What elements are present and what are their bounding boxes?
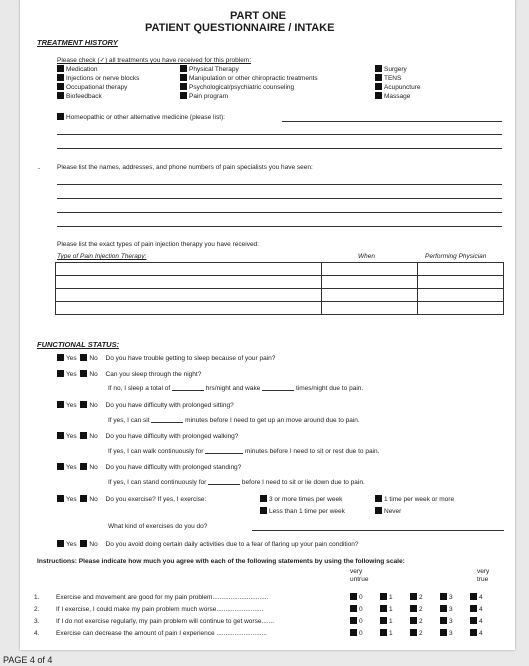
checkbox[interactable]	[375, 495, 382, 502]
checkbox[interactable]	[375, 74, 382, 81]
checkbox-item[interactable]: TENS	[375, 74, 421, 83]
question-row: Yes No Do you have difficulty with prolonged walking?	[57, 432, 238, 441]
checkbox-item[interactable]: Medication	[57, 65, 139, 74]
rating-option[interactable]: 3	[440, 617, 470, 626]
table-cell[interactable]	[418, 289, 504, 302]
rating-option[interactable]: 2	[410, 593, 440, 602]
write-line[interactable]	[57, 184, 502, 185]
checkbox[interactable]	[440, 605, 447, 612]
rating-option[interactable]: 2	[410, 629, 440, 638]
write-line[interactable]	[57, 134, 502, 135]
exercise-kind-line[interactable]	[252, 530, 504, 531]
scale-statement: 2. If I exercise, I could make my pain problem much worse..........................	[34, 606, 264, 613]
write-line[interactable]	[57, 148, 502, 149]
rating-option[interactable]: 0	[350, 605, 380, 614]
checkbox[interactable]	[260, 507, 267, 514]
injection-col-type: Type of Pain Injection Therapy:	[57, 253, 147, 260]
checkbox[interactable]	[380, 617, 387, 624]
question-row: Yes No Do you have difficulty with prolonged standing?	[57, 463, 241, 472]
checkbox[interactable]	[57, 113, 64, 120]
no-checkbox[interactable]	[80, 370, 87, 377]
checkbox-item[interactable]: Surgery	[375, 65, 421, 74]
sit-minutes-blank[interactable]	[151, 422, 183, 423]
rating-options	[350, 593, 490, 602]
rating-option[interactable]: 3	[440, 629, 470, 638]
no-checkbox[interactable]	[80, 354, 87, 361]
table-row	[56, 302, 504, 315]
checkbox-item[interactable]: Acupuncture	[375, 83, 421, 92]
functional-status-heading: FUNCTIONAL STATUS:	[37, 340, 120, 349]
rating-option[interactable]: 4	[470, 617, 490, 626]
treatment-column-3	[375, 65, 421, 101]
scale-statement: 1. Exercise and movement are good for my pain problem...............................	[34, 594, 269, 601]
sub-question: If yes, I can sit minutes before I need to get up an move around due to pain.	[108, 417, 360, 424]
scale-statement: 4. Exercise can decrease the amount of pain I experience ............................	[34, 630, 267, 637]
checkbox-item[interactable]: Manipulation or other chiropractic treatments	[180, 74, 318, 83]
page-number: PAGE 4 of 4	[3, 655, 53, 665]
checkbox[interactable]	[180, 65, 187, 72]
yes-checkbox[interactable]	[57, 540, 64, 547]
injection-table	[55, 262, 504, 315]
rating-option[interactable]: 2	[410, 617, 440, 626]
page-title: PATIENT QUESTIONNAIRE / INTAKE	[145, 22, 335, 34]
table-cell[interactable]	[418, 263, 504, 276]
checkbox[interactable]	[180, 74, 187, 81]
table-cell[interactable]	[322, 302, 418, 315]
rating-option[interactable]: 1	[380, 617, 410, 626]
exercise-option[interactable]: Less than 1 time per week	[260, 507, 345, 516]
checkbox[interactable]	[470, 605, 477, 612]
question-row: Yes No Do you have difficulty with prolonged sitting?	[57, 401, 234, 410]
checkbox[interactable]	[57, 65, 64, 72]
rating-options	[350, 605, 490, 614]
yes-checkbox[interactable]	[57, 370, 64, 377]
exercise-kind-prompt: What kind of exercises do you do?	[108, 523, 208, 530]
question-row: Yes No Do you have trouble getting to sleep because of your pain?	[57, 354, 275, 363]
checkbox[interactable]	[180, 83, 187, 90]
exercise-option[interactable]: 3 or more times per week	[260, 495, 342, 504]
rating-option[interactable]: 3	[440, 593, 470, 602]
checkbox[interactable]	[410, 593, 417, 600]
checkbox[interactable]	[440, 617, 447, 624]
rating-option[interactable]: 4	[470, 605, 490, 614]
stand-blank[interactable]	[208, 484, 240, 485]
checkbox[interactable]	[470, 629, 477, 636]
table-row	[56, 289, 504, 302]
checkbox[interactable]	[410, 617, 417, 624]
checkbox[interactable]	[350, 617, 357, 624]
rating-option[interactable]: 0	[350, 629, 380, 638]
specialists-prompt: Please list the names, addresses, and phone numbers of pain specialists you have seen:	[57, 164, 313, 171]
rating-option[interactable]: 1	[380, 593, 410, 602]
table-row	[56, 276, 504, 289]
checkbox[interactable]	[350, 593, 357, 600]
checkbox-item[interactable]: Physical Therapy	[180, 65, 318, 74]
no-checkbox[interactable]	[80, 463, 87, 470]
sub-question: If yes, I can walk continuously for minutes before I need to sit or rest due to pain.	[108, 448, 380, 455]
rating-option[interactable]: 1	[380, 629, 410, 638]
checkbox[interactable]	[375, 92, 382, 99]
table-cell[interactable]	[322, 289, 418, 302]
table-cell[interactable]	[418, 276, 504, 289]
write-line[interactable]	[57, 226, 502, 227]
treatment-history-heading: TREATMENT HISTORY	[37, 38, 118, 47]
table-cell[interactable]	[322, 263, 418, 276]
checkbox[interactable]	[440, 629, 447, 636]
no-checkbox[interactable]	[80, 540, 87, 547]
checkbox-item[interactable]: Massage	[375, 92, 421, 101]
checkbox-item[interactable]: Biofeedback	[57, 92, 139, 101]
checkbox[interactable]	[410, 605, 417, 612]
checkbox[interactable]	[260, 495, 267, 502]
no-checkbox[interactable]	[80, 432, 87, 439]
treatment-instruction: Please check (✓) all treatments you have received for this problem:	[57, 57, 252, 64]
checkbox-item[interactable]: Psychological/psychiatric counseling	[180, 83, 318, 92]
very-true-label: very true	[477, 568, 490, 583]
table-row	[56, 263, 504, 276]
rating-options	[350, 629, 490, 638]
checkbox[interactable]	[350, 605, 357, 612]
treatment-column-2	[180, 65, 318, 101]
question-row: Yes No Do you exercise? If yes, I exercise:	[57, 495, 206, 504]
yes-checkbox[interactable]	[57, 432, 64, 439]
table-cell[interactable]	[56, 302, 322, 315]
scale-statement: 3. If I do not exercise regularly, my pain problem will continue to get worse.......	[34, 618, 275, 625]
treatment-column-1	[57, 65, 139, 101]
sub-question: If no, I sleep a total of hrs/night and wake times/night due to pain.	[108, 385, 364, 392]
exercise-option[interactable]: 1 time per week or more	[375, 495, 454, 504]
rating-option[interactable]: 3	[440, 605, 470, 614]
checkbox[interactable]	[375, 83, 382, 90]
checkbox[interactable]	[180, 92, 187, 99]
checkbox[interactable]	[470, 593, 477, 600]
checkbox-item[interactable]: Occupational therapy	[57, 83, 139, 92]
injection-col-when: When	[358, 253, 375, 260]
question-row: Yes No Do you avoid doing certain daily activities due to a fear of flaring up your pain condition?	[57, 540, 358, 549]
table-cell[interactable]	[56, 289, 322, 302]
checkbox[interactable]	[440, 593, 447, 600]
checkbox-item[interactable]: Injections or nerve blocks	[57, 74, 139, 83]
checkbox[interactable]	[57, 74, 64, 81]
page-title-part: PART ONE	[230, 10, 287, 22]
checkbox[interactable]	[380, 629, 387, 636]
rating-option[interactable]: 2	[410, 605, 440, 614]
checkbox[interactable]	[375, 65, 382, 72]
write-line[interactable]	[57, 212, 502, 213]
table-cell[interactable]	[56, 276, 322, 289]
table-cell[interactable]	[56, 263, 322, 276]
walk-minutes-blank[interactable]	[205, 453, 243, 454]
yes-checkbox[interactable]	[57, 401, 64, 408]
rating-option[interactable]: 4	[470, 629, 490, 638]
document-page	[20, 0, 515, 650]
sub-question: If yes, I can stand continuously for before I need to sit or lie down due to pain.	[108, 479, 365, 486]
rating-option[interactable]: 4	[470, 593, 490, 602]
hours-blank[interactable]	[172, 390, 204, 391]
checkbox[interactable]	[57, 83, 64, 90]
rating-options	[350, 617, 490, 626]
yes-checkbox[interactable]	[57, 463, 64, 470]
checkbox[interactable]	[380, 593, 387, 600]
checkbox[interactable]	[410, 629, 417, 636]
injection-col-physician: Performing Physician	[425, 253, 487, 260]
homeopathic-line[interactable]	[282, 121, 502, 122]
yes-checkbox[interactable]	[57, 354, 64, 361]
exercise-option[interactable]: Never	[375, 507, 401, 516]
checkbox[interactable]	[380, 605, 387, 612]
checkbox[interactable]	[375, 507, 382, 514]
injection-prompt: Please list the exact types of pain injection therapy you have received:	[57, 241, 259, 248]
no-checkbox[interactable]	[80, 401, 87, 408]
question-row: Yes No Can you sleep through the night?	[57, 370, 201, 379]
scale-instructions: Instructions: Please indicate how much you agree with each of the following statements by using the following scale:	[37, 558, 405, 565]
table-cell[interactable]	[418, 302, 504, 315]
dash-mark: -	[38, 165, 41, 172]
very-untrue-label: very untrue	[350, 568, 369, 583]
rating-option[interactable]: 0	[350, 593, 380, 602]
yes-checkbox[interactable]	[57, 495, 64, 502]
table-cell[interactable]	[322, 276, 418, 289]
checkbox[interactable]	[57, 92, 64, 99]
checkbox[interactable]	[350, 629, 357, 636]
rating-option[interactable]: 1	[380, 605, 410, 614]
write-line[interactable]	[57, 198, 502, 199]
homeopathic-item[interactable]: Homeopathic or other alternative medicine (please list):	[57, 113, 225, 122]
wake-blank[interactable]	[262, 390, 294, 391]
no-checkbox[interactable]	[80, 495, 87, 502]
checkbox[interactable]	[470, 617, 477, 624]
checkbox-item[interactable]: Pain program	[180, 92, 318, 101]
rating-option[interactable]: 0	[350, 617, 380, 626]
